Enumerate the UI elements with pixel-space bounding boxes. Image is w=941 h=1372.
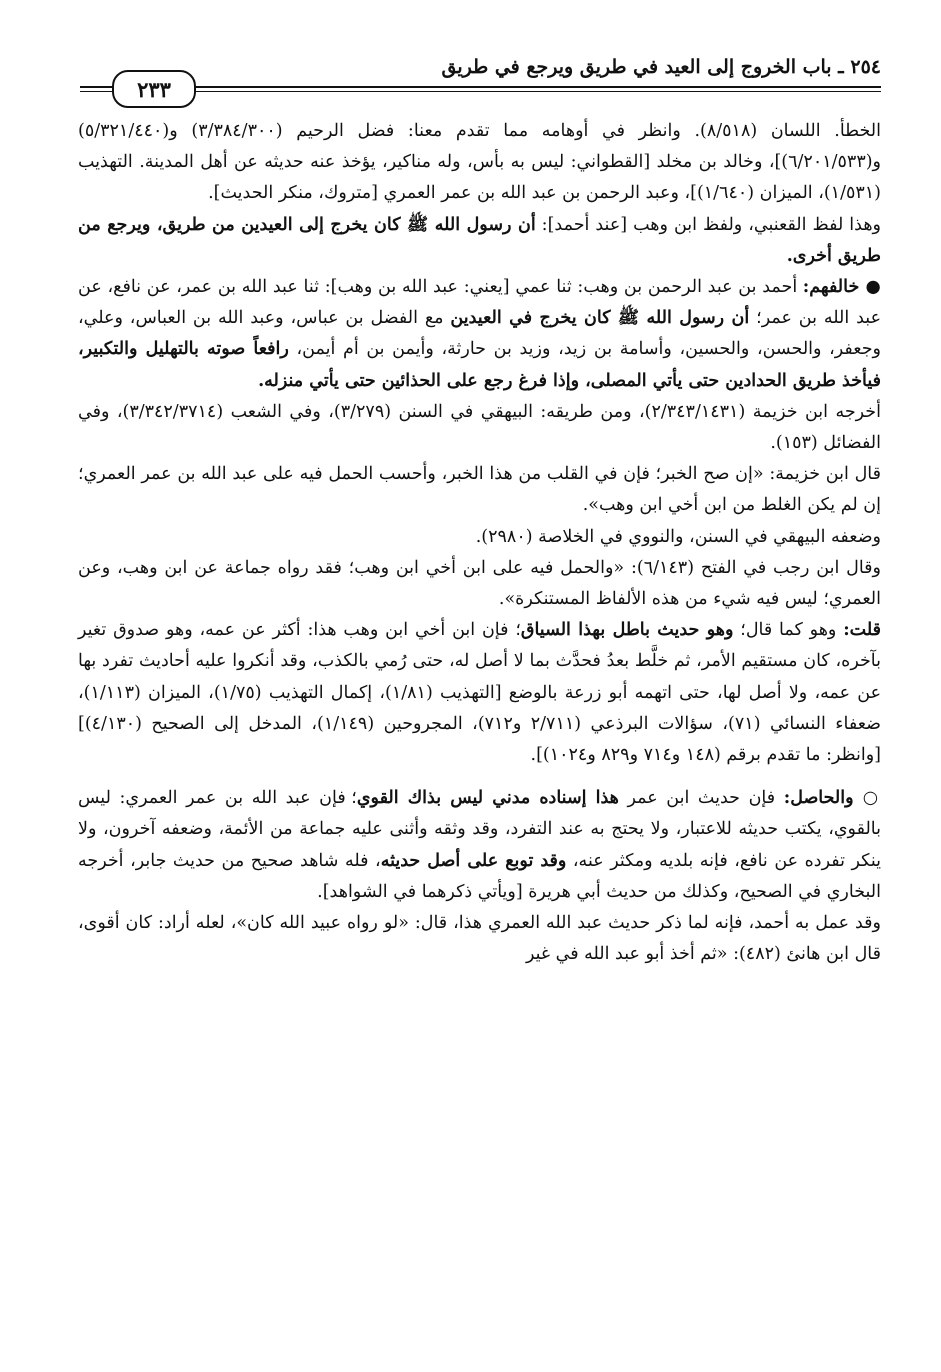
paragraph-3-isnad: أحمد بن عبد الرحمن بن وهب: ثنا عمي [يعني: عبد الله بن وهب]: ثنا عبد الله بن عمر، عن نافع، عن عبد الله بن عمر؛ (78, 277, 882, 329)
paragraph-2-text: وهذا لفظ القعنبي، ولفظ ابن وهب [عند أحمد]: (535, 214, 881, 235)
page-body (78, 116, 881, 970)
corroboration-text: وقد توبع على أصل حديثه (380, 850, 567, 871)
paragraph-8-text: وهو كما قال؛ (733, 620, 844, 641)
chapter-title: ٢٥٤ ـ باب الخروج إلى العيد في طريق ويرجع في طريق (441, 56, 881, 78)
khalafahum-label: ● خالفهم: (802, 277, 881, 298)
paragraph-8 (78, 615, 881, 771)
hadith-text-3: رافعاً صوته بالتهليل والتكبير، فيأخذ طريق الحدادين حتى يأتي المصلى، وإذا فرغ رجع على الحذائين حتى يأتي منزله. (78, 339, 881, 391)
page-header (80, 52, 881, 100)
paragraph-9-text: فإن حديث ابن عمر (618, 788, 784, 809)
paragraph-2 (78, 210, 881, 272)
paragraph-4: أخرجه ابن خزيمة (٢/٣٤٣/١٤٣١)، ومن طريقه: البيهقي في السنن (٣/٢٧٩)، وفي الشعب (٣/٣٤٢/٣٧١٤)، وفي الفضائل (١٥٣). (78, 401, 881, 454)
paragraph-6: وضعفه البيهقي في السنن، والنووي في الخلاصة (٢٩٨٠). (475, 526, 881, 547)
paragraph-7: وقال ابن رجب في الفتح (٦/١٤٣): «والحمل فيه على ابن أخي ابن وهب؛ فقد رواه جماعة عن ابن وهب، وعن العمري؛ ليس فيه شيء من هذه الألفاظ المستنكرة». (78, 557, 881, 610)
paragraph-9 (78, 783, 881, 908)
paragraph-3-companions: مع الفضل بن عباس، وعبد الله بن العباس، وعلي، وجعفر، والحسن، والحسين، وأسامة بن زيد، وزيد بن حارثة، وأيمن بن أم أيمن، (78, 308, 881, 360)
paragraph-1: الخطأ. اللسان (٨/٥١٨). وانظر في أوهامه مما تقدم معنا: فضل الرحيم (٣/٣٨٤/٣٠٠) و(٥/٣٢١/٤٤٠) و(٦/٢٠١/٥٣٣)]، وخالد بن مخلد [القطواني: ليس به بأس، وله مناكير، يؤخذ عنه حديثه عن أهل المدينة. التهذيب (١/٥٣١)، الميزان (١/٦٤٠)]، وعبد الرحمن بن عبد الله بن عمر العمري [متروك، منكر الحديث]. (78, 121, 881, 204)
header-rule (80, 86, 881, 88)
hadith-text-2: أن رسول الله ﷺ كان يخرج في العيدين (450, 308, 750, 329)
paragraph-8-rest: ؛ فإن ابن أخي ابن وهب هذا: أكثر عن عمه، وهو صدوق تغير بآخره، كان مستقيم الأمر، ثم خلَّط بعدُ فحدَّث بما لا أصل له، حتى رُمي بالكذب، وقد أنكروا عليه أحاديث تفرد بها عن عمه، ولا أصل لها، حتى اتهمه أبو زرعة بالوضع [التهذيب (١/٨١)، إكمال التهذيب (١/٧٥)، الميزان (١/١١٣)، ضعفاء النسائي (٧١)، سؤالات البرذعي (٢/٧١١ و٧١٢)، المجروحين (١/١٤٩)، المدخل إلى الصحيح (٤/١٣٠)] [وانظر: ما تقدم برقم (١٤٨ و٧١٤ و٨٢٩ و١٠٢٤)]. (78, 620, 882, 766)
page-number: ٢٣٣ (112, 70, 196, 108)
paragraph-10: وقد عمل به أحمد، فإنه لما ذكر حديث عبد الله العمري هذا، قال: «لو رواه عبيد الله كان»، لعله أراد: كان أقوى، قال ابن هانئ (٤٨٢): «ثم أخذ أبو عبد الله في غير (78, 913, 881, 965)
paragraph-9-rest: ، فله شاهد صحيح من حديث جابر، أخرجه البخاري في الصحيح، وكذلك من حديث أبي هريرة [ويأتي ذكرهما في الشواهد]. (78, 850, 881, 902)
paragraph-9-mid: ؛ فإن عبد الله بن عمر العمري: ليس بالقوي، يكتب حديثه للاعتبار، ولا يحتج به عند التفرد، وقد وثقه وأثنى عليه جماعة من الأئمة، وضعفه آخرون، ولا ينكر تفرده عن نافع، فإنه بلديه ومكثر عنه، (78, 788, 881, 871)
verdict-text: وهو حديث باطل بهذا السياق (520, 620, 734, 641)
paragraph-5: قال ابن خزيمة: «إن صح الخبر؛ فإن في القلب من هذا الخبر، وأحسب الحمل فيه على عبد الله بن عمر العمري؛ إن لم يكن الغلط من ابن أخي ابن وهب». (78, 464, 881, 516)
hasil-label: ○ والحاصل: (783, 788, 881, 809)
header-rule-thin (80, 91, 881, 92)
paragraph-3 (78, 272, 881, 397)
qultu-label: قلت: (843, 620, 882, 641)
hadith-text: أن رسول الله ﷺ كان يخرج إلى العيدين من طريق، ويرجع من طريق أخرى. (78, 214, 881, 266)
isnad-verdict: هذا إسناده مدني ليس بذاك القوي (356, 788, 619, 809)
